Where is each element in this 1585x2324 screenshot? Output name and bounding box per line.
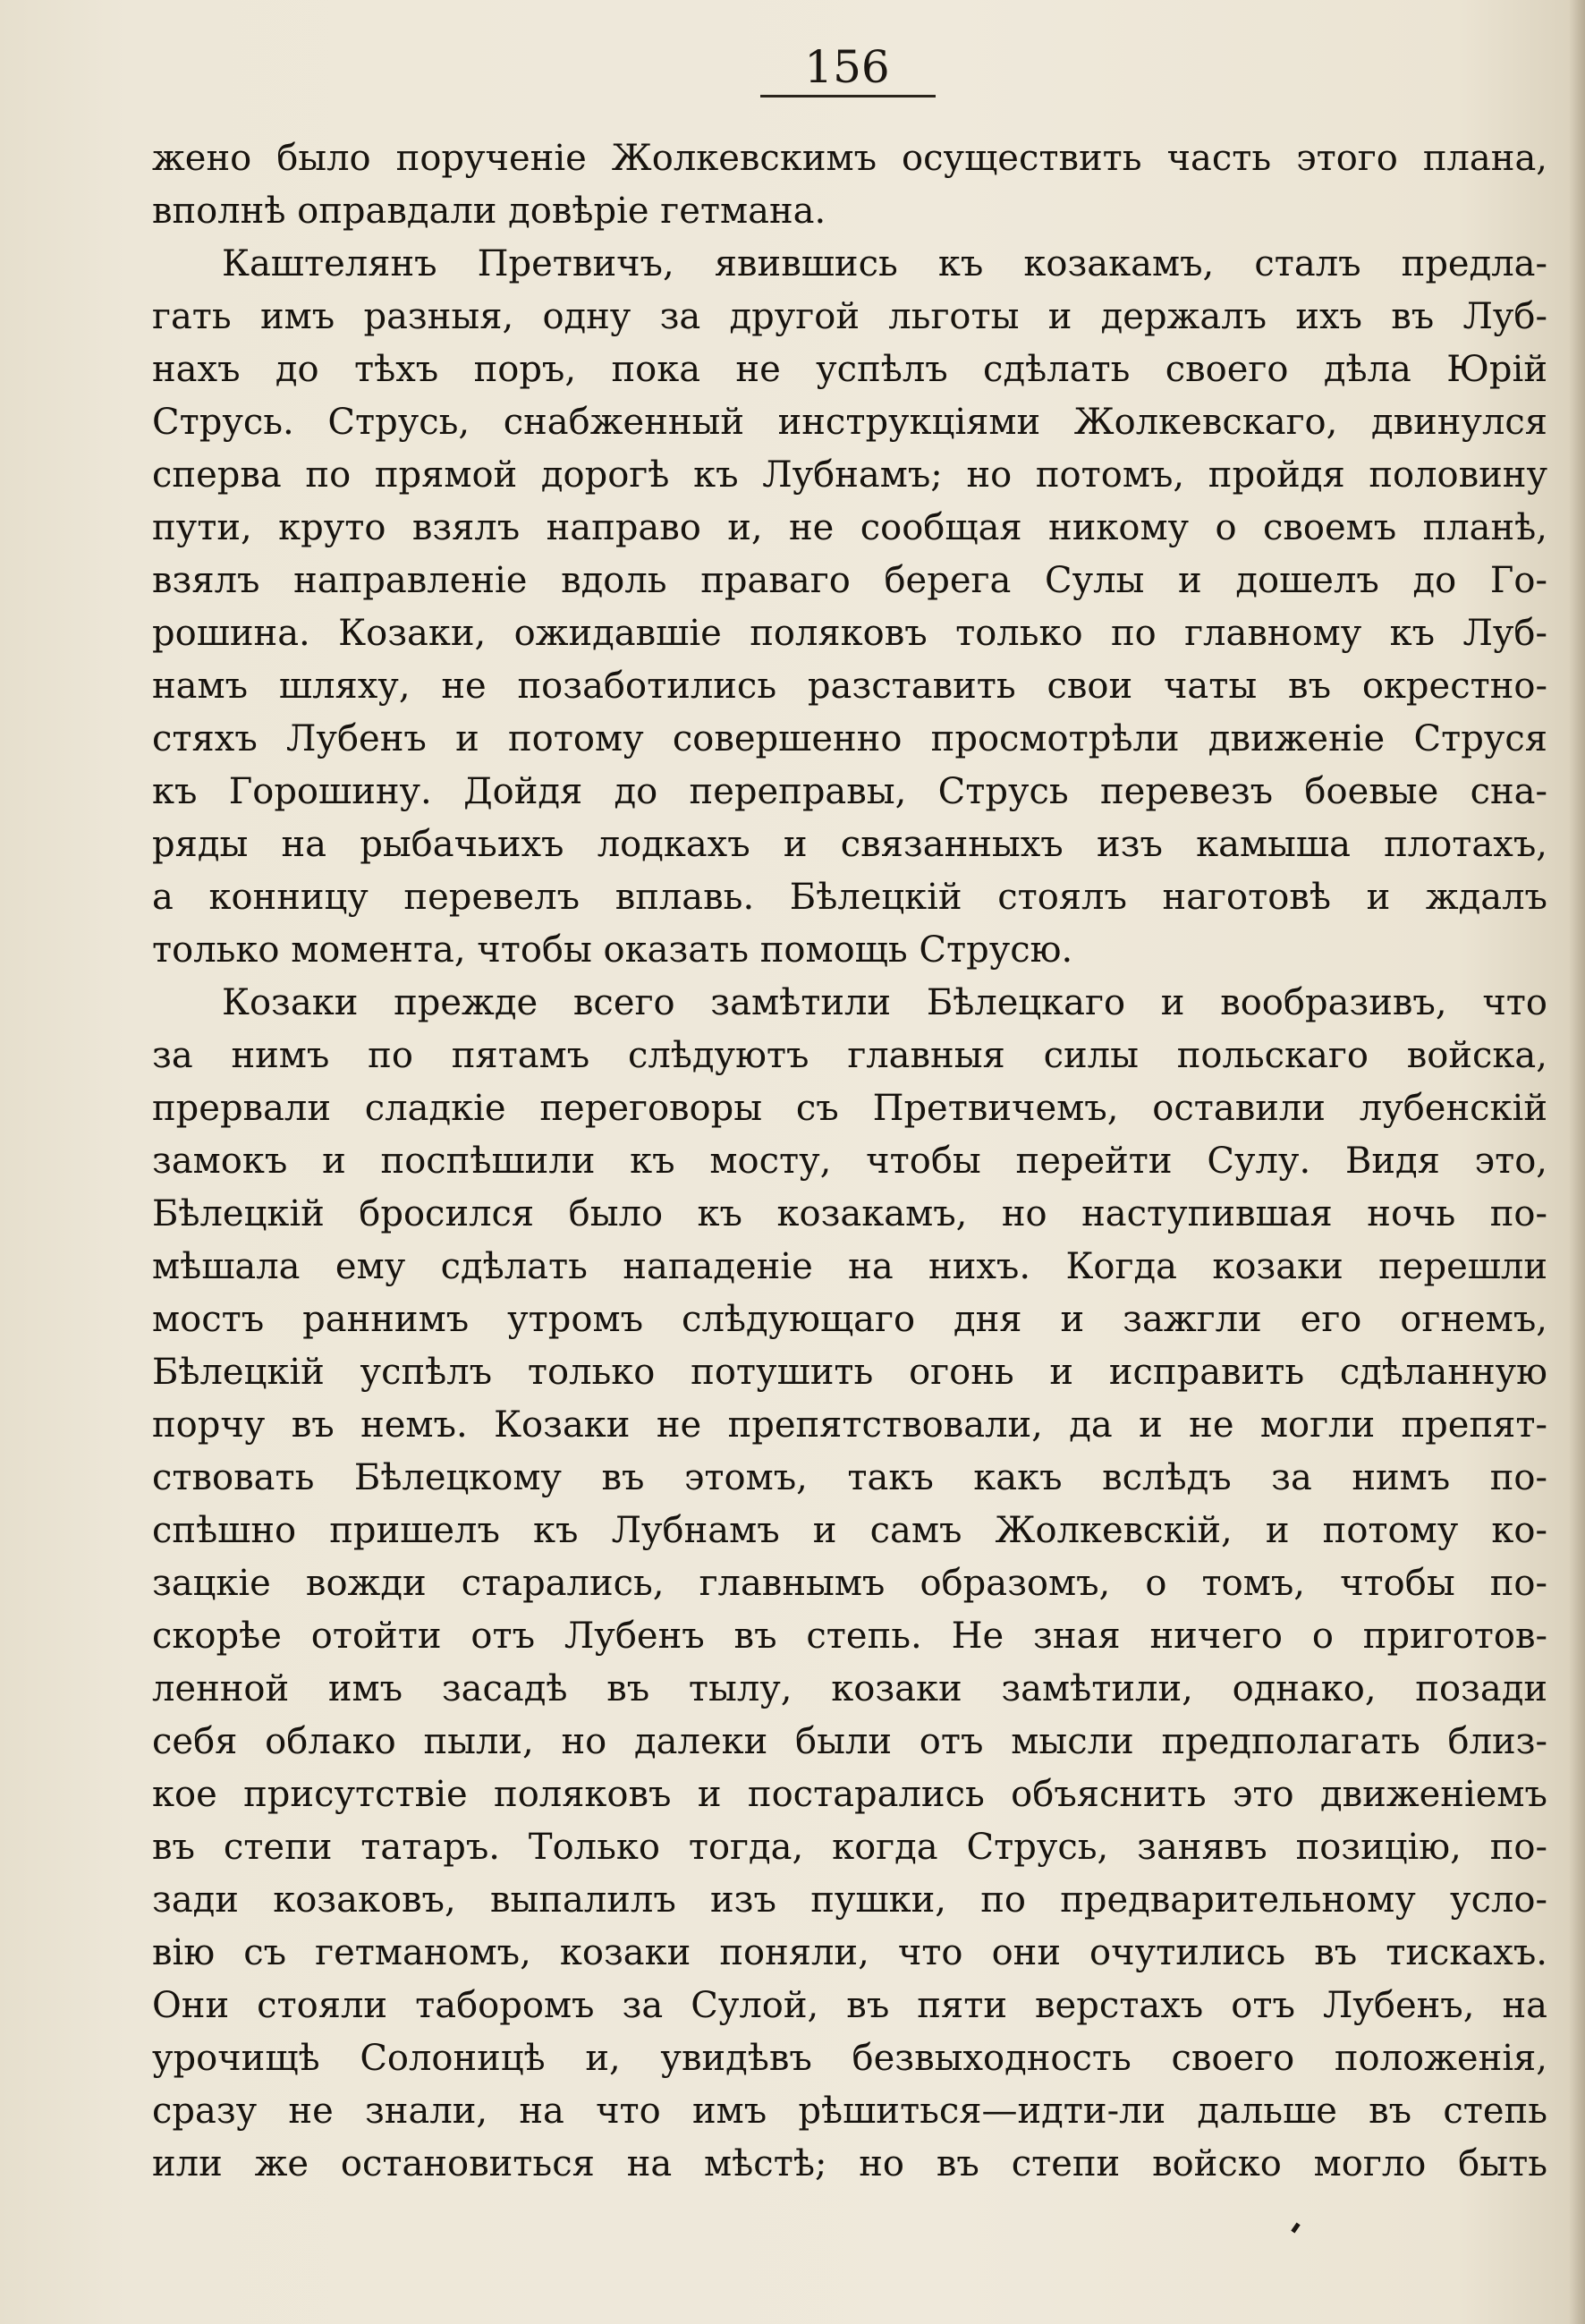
text-line: скорѣе отойти отъ Лубенъ въ степь. Не зная ничего о приготов- xyxy=(152,1616,1547,1657)
text-line: ствовать Бѣлецкому въ этомъ, такъ какъ вслѣдъ за нимъ по- xyxy=(152,1457,1547,1498)
text-line: а конницу перевелъ вплавь. Бѣлецкій стоялъ наготовѣ и ждалъ xyxy=(152,877,1547,918)
text-line: рошина. Козаки, ожидавшіе поляковъ только по главному къ Луб- xyxy=(152,613,1547,654)
text-line: пути, круто взялъ направо и, не сообщая никому о своемъ планѣ, xyxy=(152,507,1547,548)
body-text xyxy=(152,132,1547,2191)
text-line: себя облако пыли, но далеки были отъ мысли предполагать близ- xyxy=(152,1721,1547,1762)
text-line: порчу въ немъ. Козаки не препятствовали, да и не могли препят- xyxy=(152,1404,1547,1446)
text-line: ленной имъ засадѣ въ тылу, козаки замѣтили, однако, позади xyxy=(152,1668,1547,1709)
page-number-rule xyxy=(760,95,936,98)
text-line: прервали сладкіе переговоры съ Претвичемъ, оставили лубенскій xyxy=(152,1088,1547,1129)
text-line: сперва по прямой дорогѣ къ Лубнамъ; но потомъ, пройдя половину xyxy=(152,454,1547,496)
text-line: Бѣлецкій бросился было къ козакамъ, но наступившая ночь по- xyxy=(152,1193,1547,1234)
text-line: мостъ раннимъ утромъ слѣдующаго дня и зажгли его огнемъ, xyxy=(152,1299,1547,1340)
text-line: замокъ и поспѣшили къ мосту, чтобы перейти Сулу. Видя это, xyxy=(152,1141,1547,1182)
text-line: урочищѣ Солоницѣ и, увидѣвъ безвыходность своего положенія, xyxy=(152,2038,1547,2079)
text-line: стяхъ Лубенъ и потому совершенно просмотрѣли движеніе Струся xyxy=(152,718,1547,759)
text-line: сразу не знали, на что имъ рѣшиться—идти-ли дальше въ степь xyxy=(152,2091,1547,2132)
page-number: 156 xyxy=(804,41,890,93)
text-line: намъ шляху, не позаботились разставить свои чаты въ окрестно- xyxy=(152,666,1547,707)
text-line: въ степи татаръ. Только тогда, когда Струсь, занявъ позицію, по- xyxy=(152,1827,1547,1868)
text-line: спѣшно пришелъ къ Лубнамъ и самъ Жолкевскій, и потому ко- xyxy=(152,1510,1547,1551)
text-line: кое присутствіе поляковъ и постарались объяснить это движеніемъ xyxy=(152,1774,1547,1815)
text-line: Каштелянъ Претвичъ, явившись къ козакамъ, сталъ предла- xyxy=(222,243,1547,284)
text-line: къ Горошину. Дойдя до переправы, Струсь перевезъ боевые сна- xyxy=(152,771,1547,812)
text-line: вію съ гетманомъ, козаки поняли, что они очутились въ тискахъ. xyxy=(152,1932,1547,1973)
text-line: только момента, чтобы оказать помощь Струсю. xyxy=(152,929,1073,971)
stray-ink-mark xyxy=(1291,2223,1300,2234)
text-line: взялъ направленіе вдоль праваго берега Сулы и дошелъ до Го- xyxy=(152,560,1547,601)
text-line: Козаки прежде всего замѣтили Бѣлецкаго и вообразивъ, что xyxy=(222,982,1547,1023)
text-line: гать имъ разныя, одну за другой льготы и держалъ ихъ въ Луб- xyxy=(152,296,1547,337)
text-line: вполнѣ оправдали довѣріе гетмана. xyxy=(152,191,826,232)
text-line: или же остановиться на мѣстѣ; но въ степи войско могло быть xyxy=(152,2143,1547,2184)
text-line: зади козаковъ, выпалилъ изъ пушки, по предварительному усло- xyxy=(152,1879,1547,1921)
text-line: жено было порученіе Жолкевскимъ осуществить часть этого плана, xyxy=(152,138,1547,179)
text-line: за нимъ по пятамъ слѣдуютъ главныя силы польскаго войска, xyxy=(152,1035,1547,1076)
page-edge-shadow xyxy=(1569,0,1585,2324)
text-line: Струсь. Струсь, снабженный инструкціями Жолкевскаго, двинулся xyxy=(152,402,1547,443)
text-line: ряды на рыбачьихъ лодкахъ и связанныхъ изъ камыша плотахъ, xyxy=(152,824,1547,865)
text-line: нахъ до тѣхъ поръ, пока не успѣлъ сдѣлать своего дѣла Юрій xyxy=(152,349,1547,390)
text-line: зацкіе вожди старались, главнымъ образомъ, о томъ, чтобы по- xyxy=(152,1563,1547,1604)
text-line: мѣшала ему сдѣлать нападеніе на нихъ. Когда козаки перешли xyxy=(152,1246,1547,1287)
text-line: Они стояли таборомъ за Сулой, въ пяти верстахъ отъ Лубенъ, на xyxy=(152,1985,1547,2026)
text-line: Бѣлецкій успѣлъ только потушить огонь и исправить сдѣланную xyxy=(152,1352,1547,1393)
